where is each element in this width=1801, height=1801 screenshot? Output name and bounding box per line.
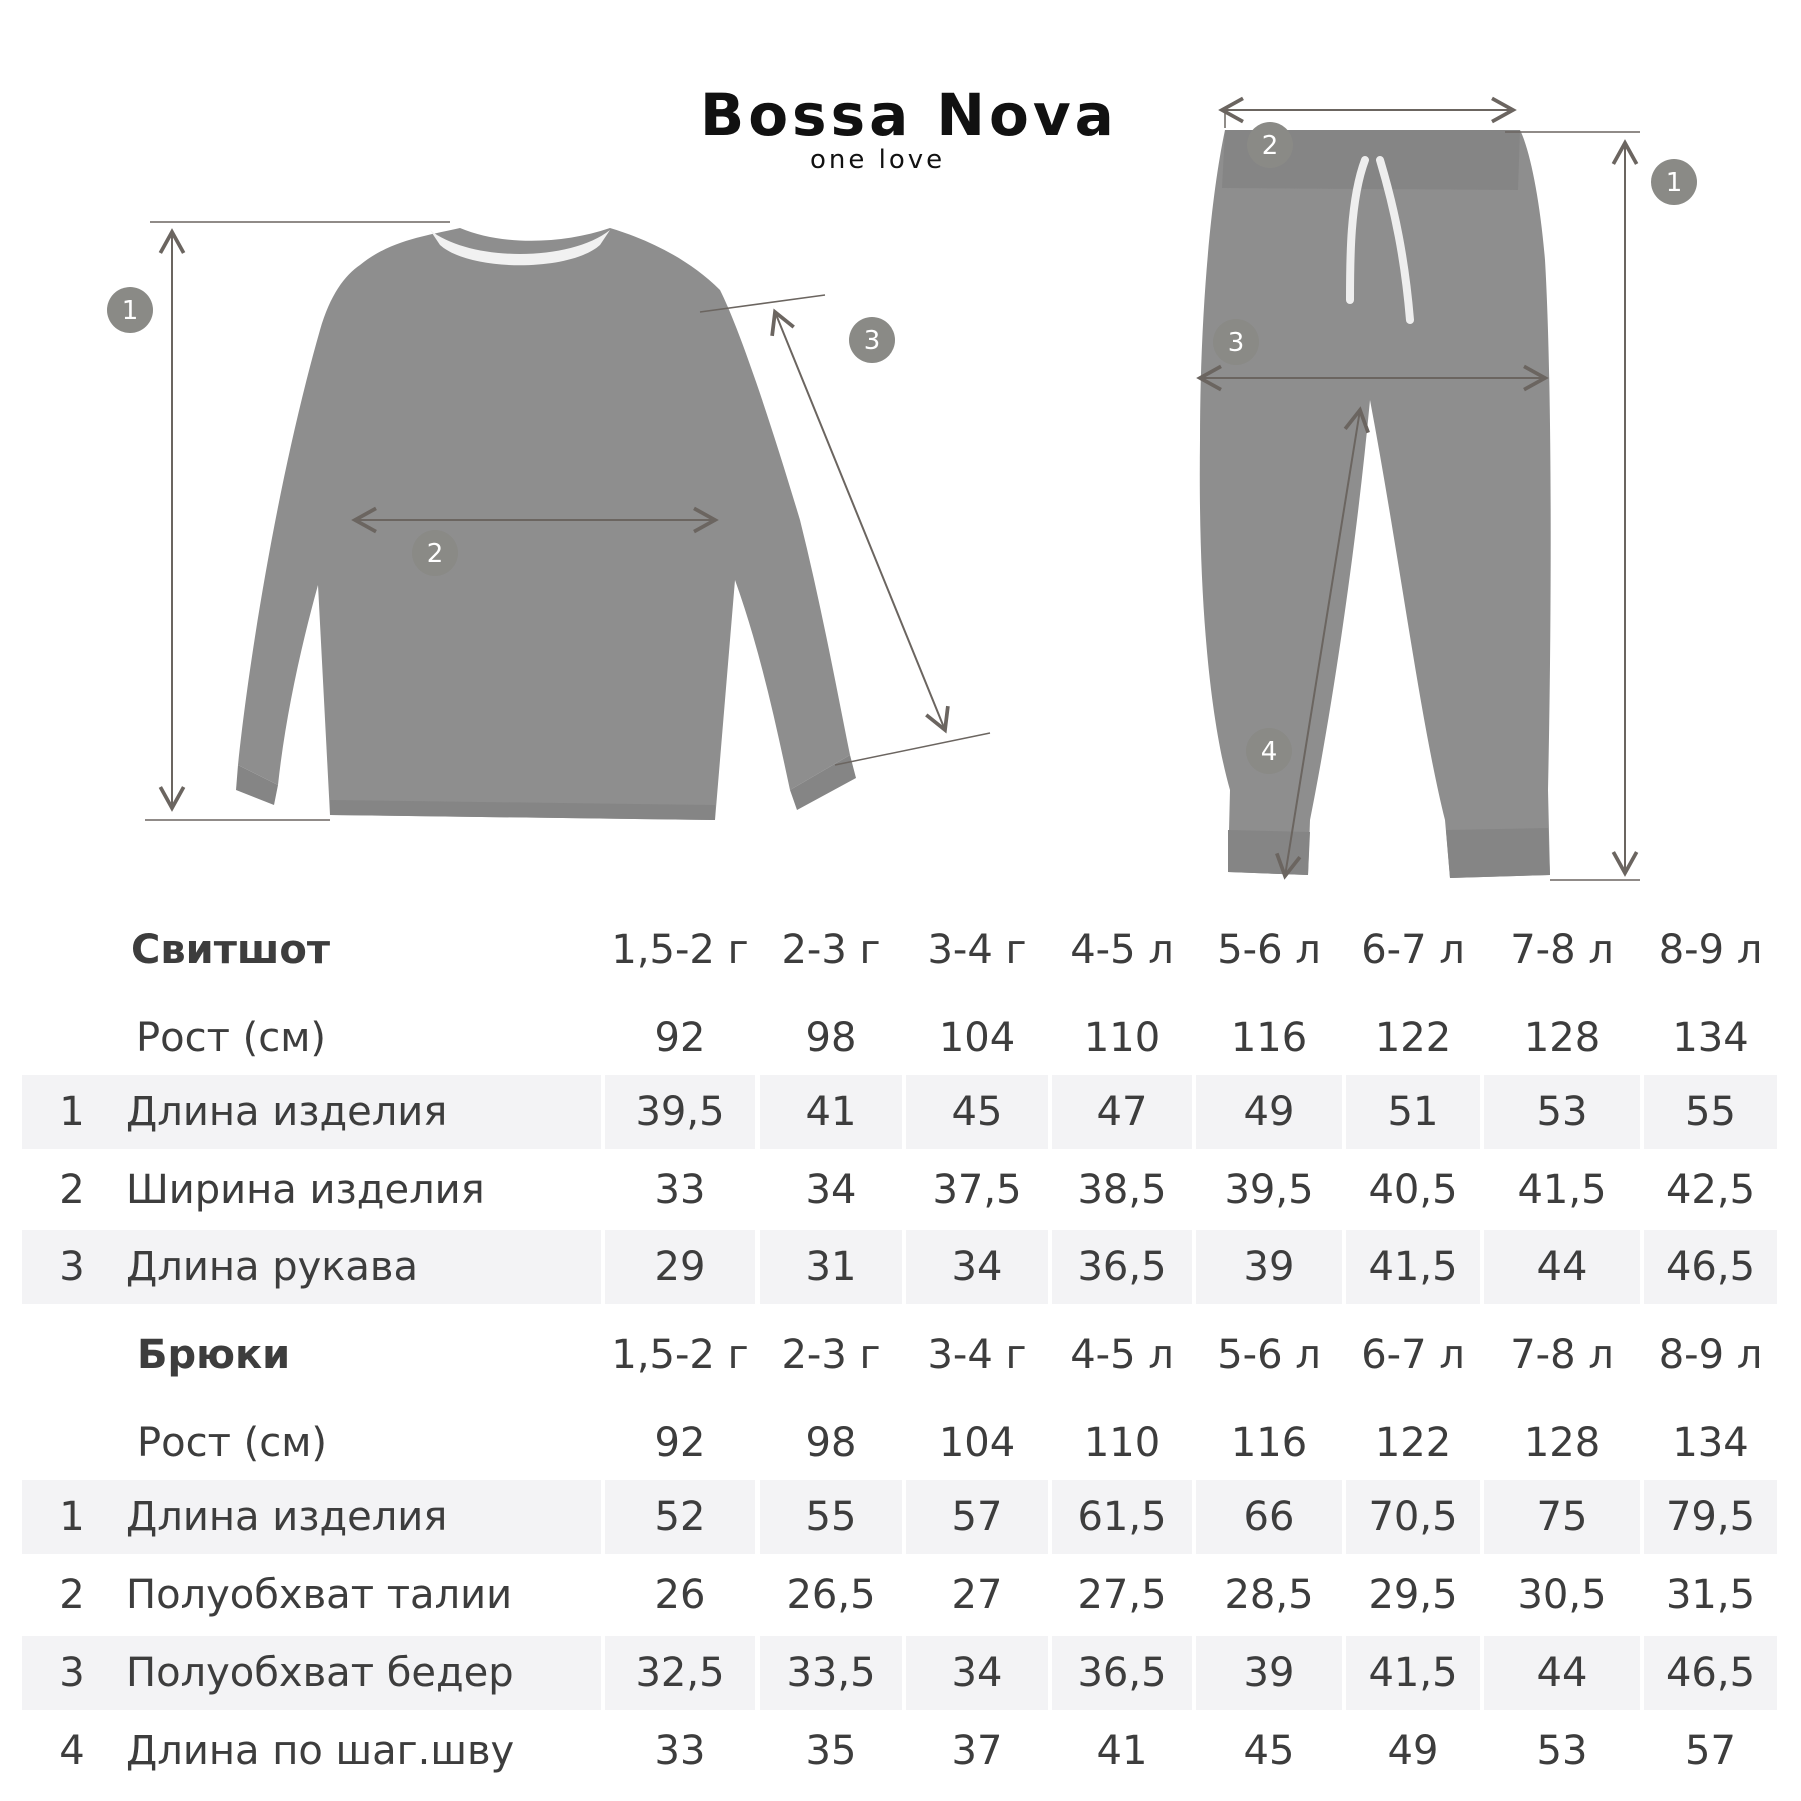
table-cell: 26 xyxy=(654,1572,706,1618)
height-value: 116 xyxy=(1230,1420,1308,1466)
table-row xyxy=(22,1558,1777,1632)
svg-text:3: 3 xyxy=(1227,328,1245,358)
table-cell: 36,5 xyxy=(1052,1230,1192,1304)
table-cell: 33 xyxy=(654,1728,706,1774)
row-number: 2 xyxy=(59,1572,85,1618)
table-title: Свитшот xyxy=(131,927,331,973)
table-cell: 75 xyxy=(1484,1480,1640,1554)
table-cell: 34 xyxy=(906,1230,1048,1304)
table-cell: 34 xyxy=(906,1636,1048,1710)
table-cell: 44 xyxy=(1484,1636,1640,1710)
svg-text:4: 4 xyxy=(1260,737,1278,767)
table-header-row xyxy=(22,915,1777,985)
table-cell: 37 xyxy=(951,1728,1003,1774)
table-cell: 33 xyxy=(654,1167,706,1213)
table-cell: 34 xyxy=(805,1167,857,1213)
sweatshirt-badge-2 xyxy=(412,530,458,576)
height-value: 104 xyxy=(938,1015,1016,1061)
table-cell: 46,5 xyxy=(1644,1230,1777,1304)
table-cell: 33,5 xyxy=(760,1636,902,1710)
table-cell: 55 xyxy=(760,1480,902,1554)
size-label: 6-7 л xyxy=(1361,1332,1465,1378)
table-cell: 66 xyxy=(1196,1480,1342,1554)
table-cell: 41 xyxy=(1096,1728,1148,1774)
height-row xyxy=(22,1408,1777,1478)
table-cell: 52 xyxy=(605,1480,755,1554)
table-cell: 32,5 xyxy=(605,1636,755,1710)
table-cell: 29,5 xyxy=(1368,1572,1458,1618)
size-label: 7-8 л xyxy=(1510,927,1614,973)
table-cell: 35 xyxy=(805,1728,857,1774)
height-value: 116 xyxy=(1230,1015,1308,1061)
size-label: 2-3 г xyxy=(781,927,881,973)
table-cell: 28,5 xyxy=(1224,1572,1314,1618)
size-label: 5-6 л xyxy=(1217,927,1321,973)
table-cell: 37,5 xyxy=(932,1167,1022,1213)
size-label: 8-9 л xyxy=(1658,1332,1763,1378)
svg-text:2: 2 xyxy=(426,539,444,569)
table-title: Брюки xyxy=(137,1332,291,1378)
size-label: 2-3 г xyxy=(781,1332,881,1378)
table-cell: 38,5 xyxy=(1077,1167,1167,1213)
table-row xyxy=(22,1153,1777,1227)
table-cell: 51 xyxy=(1346,1075,1480,1149)
pants-badge-1 xyxy=(1651,159,1697,205)
size-label: 4-5 л xyxy=(1070,927,1174,973)
table-cell: 47 xyxy=(1052,1075,1192,1149)
row-number: 4 xyxy=(59,1728,85,1774)
table-row xyxy=(22,1636,1777,1710)
row-label: Длина рукава xyxy=(122,1230,601,1304)
table-cell: 49 xyxy=(1387,1728,1439,1774)
table-cell: 57 xyxy=(1685,1728,1736,1774)
pants-badge-4 xyxy=(1246,728,1292,774)
table-cell: 70,5 xyxy=(1346,1480,1480,1554)
table-cell: 45 xyxy=(906,1075,1048,1149)
table-row xyxy=(22,1714,1777,1788)
table-cell: 27 xyxy=(951,1572,1003,1618)
svg-text:3: 3 xyxy=(863,326,881,356)
pants-illustration xyxy=(1200,110,1697,880)
height-label: Рост (см) xyxy=(137,1420,327,1466)
table-cell: 44 xyxy=(1484,1230,1640,1304)
sweatshirt-badge-3 xyxy=(849,317,895,363)
height-value: 134 xyxy=(1672,1420,1749,1466)
table-cell: 79,5 xyxy=(1644,1480,1777,1554)
size-label: 1,5-2 г xyxy=(611,1332,749,1378)
size-label: 7-8 л xyxy=(1510,1332,1614,1378)
row-label: Полуобхват талии xyxy=(126,1572,513,1618)
sweatshirt-illustration xyxy=(107,222,990,820)
table-cell: 53 xyxy=(1536,1728,1588,1774)
table-cell: 26,5 xyxy=(786,1572,876,1618)
table-cell: 36,5 xyxy=(1052,1636,1192,1710)
table-cell: 27,5 xyxy=(1077,1572,1167,1618)
table-cell: 39,5 xyxy=(1224,1167,1314,1213)
svg-text:2: 2 xyxy=(1261,131,1279,161)
brand-name: Bossa Nova xyxy=(700,81,1118,149)
table-cell: 31 xyxy=(760,1230,902,1304)
table-cell: 53 xyxy=(1484,1075,1640,1149)
brand-tagline: one love xyxy=(810,145,946,175)
size-label: 1,5-2 г xyxy=(611,927,749,973)
table-cell: 29 xyxy=(605,1230,755,1304)
row-number: 2 xyxy=(59,1167,85,1213)
height-value: 128 xyxy=(1523,1420,1601,1466)
row-number: 3 xyxy=(22,1230,122,1304)
height-value: 92 xyxy=(654,1420,706,1466)
size-label: 4-5 л xyxy=(1070,1332,1174,1378)
row-number: 1 xyxy=(22,1075,122,1149)
table-cell: 42,5 xyxy=(1665,1167,1756,1213)
svg-text:1: 1 xyxy=(1665,168,1683,198)
table-cell: 40,5 xyxy=(1368,1167,1458,1213)
table-cell: 39,5 xyxy=(605,1075,755,1149)
height-value: 122 xyxy=(1374,1015,1452,1061)
table-row xyxy=(22,1480,1777,1554)
height-value: 134 xyxy=(1672,1015,1749,1061)
row-label: Длина по шаг.шву xyxy=(126,1728,515,1774)
table-row xyxy=(22,1230,1777,1304)
size-label: 6-7 л xyxy=(1361,927,1465,973)
table-cell: 41,5 xyxy=(1346,1636,1480,1710)
garment-illustrations xyxy=(0,0,1801,900)
pants-badge-2 xyxy=(1247,122,1293,168)
table-cell: 61,5 xyxy=(1052,1480,1192,1554)
table-cell: 41,5 xyxy=(1346,1230,1480,1304)
table-cell: 41,5 xyxy=(1517,1167,1607,1213)
height-value: 92 xyxy=(654,1015,706,1061)
height-value: 98 xyxy=(805,1420,857,1466)
height-value: 128 xyxy=(1523,1015,1601,1061)
row-label: Полуобхват бедер xyxy=(122,1636,601,1710)
table-cell: 31,5 xyxy=(1665,1572,1756,1618)
height-row xyxy=(22,1003,1777,1073)
table-cell: 39 xyxy=(1196,1230,1342,1304)
table-cell: 30,5 xyxy=(1517,1572,1607,1618)
height-value: 98 xyxy=(805,1015,857,1061)
table-cell: 49 xyxy=(1196,1075,1342,1149)
table-cell: 41 xyxy=(760,1075,902,1149)
size-label: 3-4 г xyxy=(927,1332,1027,1378)
height-label: Рост (см) xyxy=(136,1015,326,1061)
row-number: 1 xyxy=(22,1480,122,1554)
row-label: Ширина изделия xyxy=(126,1167,485,1213)
row-label: Длина изделия xyxy=(122,1480,601,1554)
table-cell: 45 xyxy=(1243,1728,1295,1774)
pants-badge-3 xyxy=(1213,319,1259,365)
row-number: 3 xyxy=(22,1636,122,1710)
row-label: Длина изделия xyxy=(122,1075,601,1149)
table-row xyxy=(22,1075,1777,1149)
table-cell: 39 xyxy=(1196,1636,1342,1710)
height-value: 122 xyxy=(1374,1420,1452,1466)
size-label: 3-4 г xyxy=(927,927,1027,973)
height-value: 104 xyxy=(938,1420,1016,1466)
svg-text:1: 1 xyxy=(121,296,139,326)
table-header-row xyxy=(22,1320,1777,1390)
sweatshirt-badge-1 xyxy=(107,287,153,333)
table-cell: 46,5 xyxy=(1644,1636,1777,1710)
size-label: 5-6 л xyxy=(1217,1332,1321,1378)
table-cell: 57 xyxy=(906,1480,1048,1554)
height-value: 110 xyxy=(1083,1420,1161,1466)
size-label: 8-9 л xyxy=(1658,927,1763,973)
height-value: 110 xyxy=(1083,1015,1161,1061)
table-cell: 55 xyxy=(1644,1075,1777,1149)
